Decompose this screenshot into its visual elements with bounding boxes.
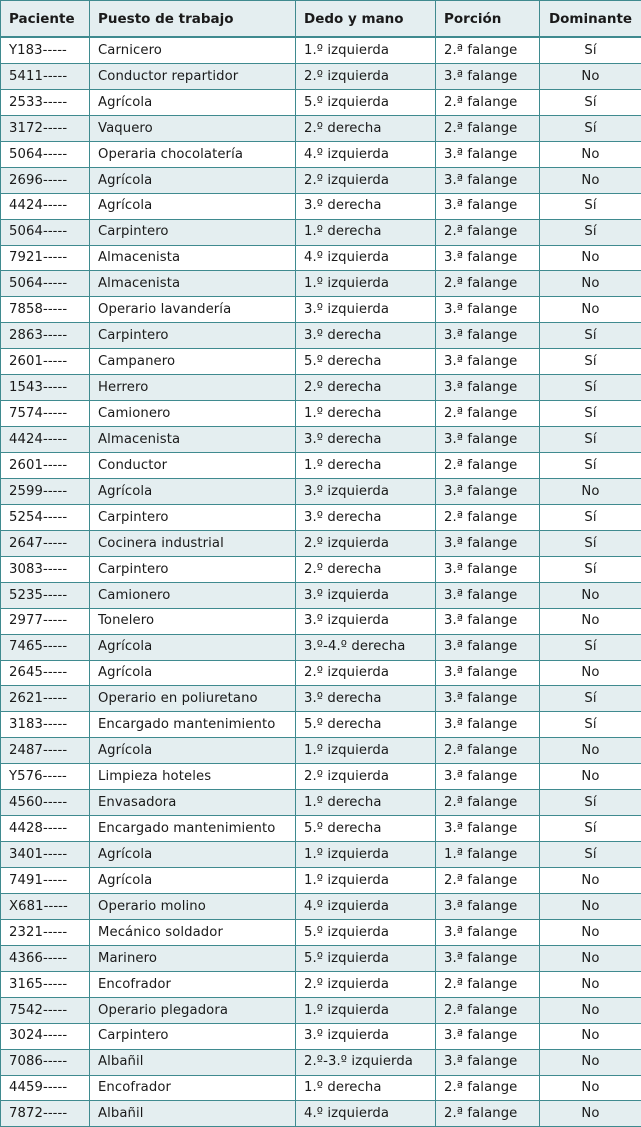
cell-paciente: 4424----- [1, 427, 90, 453]
cell-dominante: Sí [540, 219, 641, 245]
cell-dedo-mano: 2.º izquierda [296, 660, 436, 686]
cell-porcion: 3.ª falange [436, 530, 540, 556]
cell-paciente: 7574----- [1, 401, 90, 427]
header-dominante: Dominante [540, 1, 641, 38]
cell-porcion: 3.ª falange [436, 427, 540, 453]
cell-puesto: Carpintero [90, 219, 296, 245]
cell-paciente: 3183----- [1, 712, 90, 738]
cell-paciente: 4424----- [1, 193, 90, 219]
table-row [1, 63, 641, 89]
cell-dedo-mano: 5.º izquierda [296, 89, 436, 115]
cell-paciente: 5064----- [1, 271, 90, 297]
cell-puesto: Agrícola [90, 842, 296, 868]
cell-dedo-mano: 1.º izquierda [296, 868, 436, 894]
cell-puesto: Operario lavandería [90, 297, 296, 323]
cell-dominante: Sí [540, 504, 641, 530]
cell-porcion: 2.ª falange [436, 453, 540, 479]
cell-puesto: Operario en poliuretano [90, 686, 296, 712]
cell-dedo-mano: 4.º izquierda [296, 141, 436, 167]
cell-paciente: 2601----- [1, 453, 90, 479]
table-row [1, 375, 641, 401]
table-row [1, 712, 641, 738]
cell-porcion: 2.ª falange [436, 37, 540, 63]
table-row [1, 1101, 641, 1127]
cell-porcion: 1.ª falange [436, 842, 540, 868]
cell-porcion: 3.ª falange [436, 686, 540, 712]
cell-paciente: 7872----- [1, 1101, 90, 1127]
table-body [1, 37, 641, 1127]
table-row [1, 868, 641, 894]
cell-puesto: Carpintero [90, 556, 296, 582]
table-row [1, 219, 641, 245]
cell-dedo-mano: 1.º izquierda [296, 842, 436, 868]
cell-dedo-mano: 5.º izquierda [296, 945, 436, 971]
cell-dedo-mano: 1.º derecha [296, 790, 436, 816]
cell-dedo-mano: 2.º derecha [296, 375, 436, 401]
table-row [1, 37, 641, 63]
cell-paciente: 7086----- [1, 1049, 90, 1075]
table-row [1, 790, 641, 816]
cell-porcion: 3.ª falange [436, 1049, 540, 1075]
cell-puesto: Operaria chocolatería [90, 141, 296, 167]
table-row [1, 297, 641, 323]
cell-dominante: No [540, 997, 641, 1023]
cell-porcion: 3.ª falange [436, 945, 540, 971]
cell-dedo-mano: 4.º izquierda [296, 893, 436, 919]
cell-porcion: 3.ª falange [436, 764, 540, 790]
cell-dominante: Sí [540, 89, 641, 115]
cell-dedo-mano: 1.º izquierda [296, 997, 436, 1023]
table-row [1, 945, 641, 971]
cell-dedo-mano: 1.º izquierda [296, 37, 436, 63]
table-row [1, 997, 641, 1023]
table-row [1, 842, 641, 868]
cell-paciente: Y576----- [1, 764, 90, 790]
cell-porcion: 2.ª falange [436, 971, 540, 997]
table-row [1, 89, 641, 115]
cell-puesto: Operario plegadora [90, 997, 296, 1023]
table-row [1, 141, 641, 167]
cell-puesto: Campanero [90, 349, 296, 375]
cell-dedo-mano: 1.º derecha [296, 219, 436, 245]
cell-dominante: Sí [540, 634, 641, 660]
cell-porcion: 3.ª falange [436, 582, 540, 608]
cell-dominante: No [540, 167, 641, 193]
cell-dominante: Sí [540, 556, 641, 582]
cell-puesto: Cocinera industrial [90, 530, 296, 556]
cell-dominante: No [540, 945, 641, 971]
cell-paciente: 3165----- [1, 971, 90, 997]
cell-dedo-mano: 4.º izquierda [296, 245, 436, 271]
cell-porcion: 3.ª falange [436, 919, 540, 945]
cell-puesto: Vaquero [90, 115, 296, 141]
cell-puesto: Agrícola [90, 193, 296, 219]
cell-dominante: No [540, 608, 641, 634]
cell-dedo-mano: 3.º derecha [296, 686, 436, 712]
cell-puesto: Camionero [90, 401, 296, 427]
cell-puesto: Albañil [90, 1101, 296, 1127]
header-porcion: Porción [436, 1, 540, 38]
cell-dedo-mano: 1.º izquierda [296, 738, 436, 764]
cell-dominante: No [540, 660, 641, 686]
cell-dominante: No [540, 582, 641, 608]
cell-porcion: 3.ª falange [436, 660, 540, 686]
cell-porcion: 3.ª falange [436, 63, 540, 89]
cell-dominante: No [540, 919, 641, 945]
cell-puesto: Camionero [90, 582, 296, 608]
cell-puesto: Agrícola [90, 478, 296, 504]
cell-puesto: Conductor repartidor [90, 63, 296, 89]
table-row [1, 686, 641, 712]
cell-paciente: 7465----- [1, 634, 90, 660]
cell-porcion: 3.ª falange [436, 712, 540, 738]
cell-dedo-mano: 5.º derecha [296, 349, 436, 375]
cell-dominante: No [540, 63, 641, 89]
table-row [1, 427, 641, 453]
cell-paciente: 2696----- [1, 167, 90, 193]
cell-porcion: 3.ª falange [436, 323, 540, 349]
cell-porcion: 3.ª falange [436, 375, 540, 401]
cell-porcion: 3.ª falange [436, 1023, 540, 1049]
cell-puesto: Envasadora [90, 790, 296, 816]
cell-porcion: 2.ª falange [436, 1075, 540, 1101]
cell-puesto: Encargado mantenimiento [90, 816, 296, 842]
table-row [1, 401, 641, 427]
cell-puesto: Agrícola [90, 738, 296, 764]
cell-dominante: Sí [540, 37, 641, 63]
cell-paciente: 4459----- [1, 1075, 90, 1101]
cell-dominante: Sí [540, 115, 641, 141]
cell-dedo-mano: 1.º izquierda [296, 271, 436, 297]
cell-paciente: 2647----- [1, 530, 90, 556]
table-row [1, 608, 641, 634]
cell-porcion: 2.ª falange [436, 504, 540, 530]
cell-porcion: 3.ª falange [436, 634, 540, 660]
cell-paciente: 3083----- [1, 556, 90, 582]
table-row [1, 582, 641, 608]
table-row [1, 530, 641, 556]
cell-dominante: No [540, 271, 641, 297]
cell-dedo-mano: 3.º derecha [296, 193, 436, 219]
cell-puesto: Almacenista [90, 427, 296, 453]
cell-paciente: 4428----- [1, 816, 90, 842]
cell-dominante: Sí [540, 323, 641, 349]
table-row [1, 1075, 641, 1101]
cell-puesto: Mecánico soldador [90, 919, 296, 945]
cell-paciente: 4560----- [1, 790, 90, 816]
header-row [1, 1, 641, 38]
cell-puesto: Carnicero [90, 37, 296, 63]
cell-paciente: 2599----- [1, 478, 90, 504]
cell-dominante: Sí [540, 401, 641, 427]
cell-puesto: Limpieza hoteles [90, 764, 296, 790]
cell-paciente: 3401----- [1, 842, 90, 868]
cell-puesto: Encofrador [90, 971, 296, 997]
cell-dominante: No [540, 478, 641, 504]
cell-porcion: 2.ª falange [436, 115, 540, 141]
header-paciente: Paciente [1, 1, 90, 38]
cell-dominante: Sí [540, 816, 641, 842]
cell-porcion: 3.ª falange [436, 478, 540, 504]
cell-dominante: No [540, 141, 641, 167]
cell-paciente: 7491----- [1, 868, 90, 894]
table-row [1, 453, 641, 479]
cell-puesto: Almacenista [90, 271, 296, 297]
cell-paciente: 2533----- [1, 89, 90, 115]
cell-dedo-mano: 2.º izquierda [296, 971, 436, 997]
cell-dominante: Sí [540, 530, 641, 556]
cell-dominante: Sí [540, 712, 641, 738]
cell-puesto: Agrícola [90, 89, 296, 115]
cell-paciente: 5064----- [1, 219, 90, 245]
cell-dedo-mano: 5.º izquierda [296, 919, 436, 945]
cell-dedo-mano: 2.º izquierda [296, 167, 436, 193]
cell-paciente: 2321----- [1, 919, 90, 945]
cell-porcion: 3.ª falange [436, 193, 540, 219]
cell-puesto: Encargado mantenimiento [90, 712, 296, 738]
cell-paciente: 2621----- [1, 686, 90, 712]
cell-porcion: 2.ª falange [436, 401, 540, 427]
cell-porcion: 2.ª falange [436, 868, 540, 894]
table-row [1, 919, 641, 945]
cell-puesto: Agrícola [90, 868, 296, 894]
cell-puesto: Agrícola [90, 167, 296, 193]
header-dedo-y-mano: Dedo y mano [296, 1, 436, 38]
cell-paciente: 2645----- [1, 660, 90, 686]
cell-puesto: Conductor [90, 453, 296, 479]
cell-dominante: Sí [540, 453, 641, 479]
table-row [1, 245, 641, 271]
cell-porcion: 3.ª falange [436, 349, 540, 375]
cell-paciente: 7858----- [1, 297, 90, 323]
cell-dedo-mano: 4.º izquierda [296, 1101, 436, 1127]
cell-puesto: Marinero [90, 945, 296, 971]
cell-dominante: No [540, 971, 641, 997]
cell-dominante: Sí [540, 375, 641, 401]
cell-dedo-mano: 2.º izquierda [296, 63, 436, 89]
table-row [1, 504, 641, 530]
table-row [1, 971, 641, 997]
cell-paciente: 7921----- [1, 245, 90, 271]
cell-dedo-mano: 5.º derecha [296, 712, 436, 738]
cell-dedo-mano: 3.º izquierda [296, 478, 436, 504]
table-row [1, 660, 641, 686]
cell-porcion: 2.ª falange [436, 89, 540, 115]
cell-puesto: Albañil [90, 1049, 296, 1075]
cell-paciente: 5064----- [1, 141, 90, 167]
cell-dominante: No [540, 764, 641, 790]
cell-porcion: 3.ª falange [436, 608, 540, 634]
cell-dominante: Sí [540, 193, 641, 219]
table-row [1, 738, 641, 764]
table-row [1, 478, 641, 504]
cell-puesto: Operario molino [90, 893, 296, 919]
cell-dedo-mano: 3.º derecha [296, 504, 436, 530]
cell-dominante: No [540, 297, 641, 323]
table-row [1, 115, 641, 141]
cell-porcion: 3.ª falange [436, 297, 540, 323]
table-row [1, 349, 641, 375]
cell-dedo-mano: 5.º derecha [296, 816, 436, 842]
table-row [1, 167, 641, 193]
cell-dominante: No [540, 1023, 641, 1049]
cell-puesto: Tonelero [90, 608, 296, 634]
cell-paciente: Y183----- [1, 37, 90, 63]
cell-dominante: No [540, 1049, 641, 1075]
cell-puesto: Carpintero [90, 504, 296, 530]
cell-puesto: Almacenista [90, 245, 296, 271]
table-row [1, 1049, 641, 1075]
cell-paciente: 5254----- [1, 504, 90, 530]
cell-dominante: Sí [540, 349, 641, 375]
cell-dominante: No [540, 1101, 641, 1127]
cell-puesto: Encofrador [90, 1075, 296, 1101]
cell-puesto: Agrícola [90, 634, 296, 660]
table-row [1, 556, 641, 582]
cell-dominante: No [540, 245, 641, 271]
cell-paciente: 5411----- [1, 63, 90, 89]
cell-paciente: 3172----- [1, 115, 90, 141]
cell-paciente: 7542----- [1, 997, 90, 1023]
cell-porcion: 2.ª falange [436, 271, 540, 297]
table-row [1, 271, 641, 297]
cell-puesto: Herrero [90, 375, 296, 401]
cell-dedo-mano: 1.º derecha [296, 401, 436, 427]
cell-dedo-mano: 3.º izquierda [296, 582, 436, 608]
cell-dominante: Sí [540, 686, 641, 712]
cell-puesto: Carpintero [90, 323, 296, 349]
cell-porcion: 3.ª falange [436, 893, 540, 919]
cell-porcion: 2.ª falange [436, 1101, 540, 1127]
cell-dedo-mano: 2.º izquierda [296, 764, 436, 790]
cell-dedo-mano: 3.º-4.º derecha [296, 634, 436, 660]
cell-dedo-mano: 1.º derecha [296, 453, 436, 479]
table-row [1, 816, 641, 842]
cell-porcion: 3.ª falange [436, 167, 540, 193]
cell-porcion: 3.ª falange [436, 556, 540, 582]
cell-dominante: No [540, 868, 641, 894]
cell-puesto: Agrícola [90, 660, 296, 686]
cell-porcion: 2.ª falange [436, 738, 540, 764]
table-row [1, 893, 641, 919]
cell-dedo-mano: 2.º derecha [296, 115, 436, 141]
cell-paciente: 2977----- [1, 608, 90, 634]
cell-paciente: 1543----- [1, 375, 90, 401]
cell-dedo-mano: 3.º derecha [296, 323, 436, 349]
table-row [1, 764, 641, 790]
cell-puesto: Carpintero [90, 1023, 296, 1049]
cell-dedo-mano: 2.º izquierda [296, 530, 436, 556]
cell-paciente: 2863----- [1, 323, 90, 349]
cell-dominante: Sí [540, 427, 641, 453]
cell-paciente: 2487----- [1, 738, 90, 764]
cell-dedo-mano: 1.º derecha [296, 1075, 436, 1101]
cell-porcion: 3.ª falange [436, 816, 540, 842]
cell-porcion: 3.ª falange [436, 245, 540, 271]
cell-dominante: Sí [540, 842, 641, 868]
cell-dominante: No [540, 738, 641, 764]
cell-paciente: 3024----- [1, 1023, 90, 1049]
header-puesto-de-trabajo: Puesto de trabajo [90, 1, 296, 38]
cell-dedo-mano: 3.º izquierda [296, 1023, 436, 1049]
cell-paciente: 2601----- [1, 349, 90, 375]
cell-paciente: 5235----- [1, 582, 90, 608]
cell-dominante: No [540, 1075, 641, 1101]
table-row [1, 1023, 641, 1049]
cell-dedo-mano: 2.º derecha [296, 556, 436, 582]
cell-dominante: Sí [540, 790, 641, 816]
table-header [1, 1, 641, 38]
cell-dedo-mano: 3.º izquierda [296, 608, 436, 634]
table-row [1, 323, 641, 349]
cell-porcion: 2.ª falange [436, 997, 540, 1023]
table-row [1, 634, 641, 660]
cell-paciente: X681----- [1, 893, 90, 919]
cell-dedo-mano: 2.º-3.º izquierda [296, 1049, 436, 1075]
cell-dedo-mano: 3.º derecha [296, 427, 436, 453]
cell-paciente: 4366----- [1, 945, 90, 971]
cell-dedo-mano: 3.º izquierda [296, 297, 436, 323]
cell-porcion: 3.ª falange [436, 141, 540, 167]
cell-porcion: 2.ª falange [436, 219, 540, 245]
cell-porcion: 2.ª falange [436, 790, 540, 816]
cell-dominante: No [540, 893, 641, 919]
table-row [1, 193, 641, 219]
